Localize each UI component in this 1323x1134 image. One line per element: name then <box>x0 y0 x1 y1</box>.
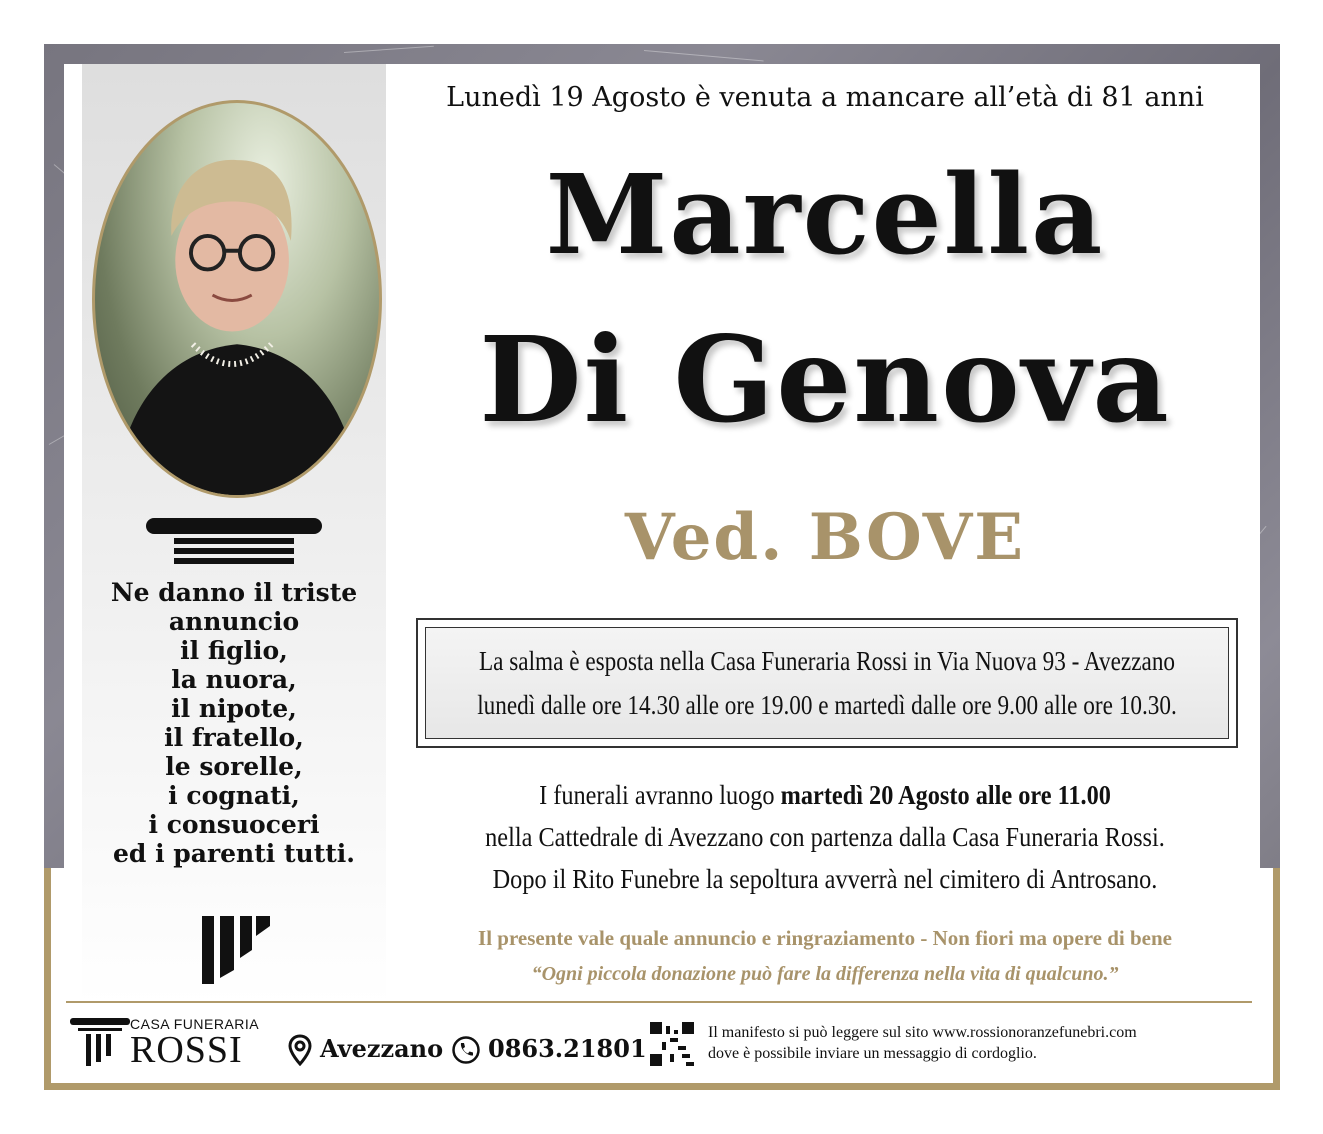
column-icon <box>146 518 322 570</box>
viewing-line-1: La salma è esposta nella Casa Funeraria Rossi in Via Nuova 93 - Avezzano <box>478 646 1176 676</box>
portrait-photo <box>92 100 382 498</box>
announcement-line: i consuoceri <box>148 810 320 839</box>
funeral-prefix: I funerali avranno luogo <box>539 780 781 810</box>
last-name: Di Genova <box>479 310 1171 449</box>
family-announcement <box>88 578 380 868</box>
footer-divider <box>66 1001 1252 1003</box>
viewing-info-box <box>416 618 1238 748</box>
announcement-line: il nipote, <box>171 694 297 723</box>
date-line: Lunedì 19 Agosto è venuta a mancare all’età di 81 anni <box>446 82 1204 113</box>
phone-number[interactable]: 0863.21801 <box>488 1034 647 1063</box>
first-name: Marcella <box>545 150 1105 279</box>
phone-icon <box>452 1036 480 1064</box>
funeral-line-1 <box>434 780 1217 811</box>
website-line-2: dove è possibile inviare un messaggio di cordoglio. <box>708 1045 1037 1062</box>
announcement-line: le sorelle, <box>165 752 303 781</box>
announcement-line: ed i parenti tutti. <box>113 839 355 868</box>
column-logo-icon <box>70 1018 130 1066</box>
announcement-line: la nuora, <box>171 665 297 694</box>
announcement-line: il figlio, <box>180 636 288 665</box>
funeral-datetime: martedì 20 Agosto alle ore 11.00 <box>780 780 1111 810</box>
married-name: Ved. BOVE <box>624 500 1026 575</box>
announcement-line: il fratello, <box>164 723 304 752</box>
city-label: Avezzano <box>320 1034 444 1063</box>
brand-small: CASA FUNERARIA <box>130 1016 260 1032</box>
funeral-line-3: Dopo il Rito Funebre la sepoltura avverrà nel cimitero di Antrosano. <box>492 864 1158 894</box>
website-line-1: Il manifesto si può leggere sul sito www.rossionoranzefunebri.com <box>708 1024 1137 1041</box>
rossi-logo-icon <box>200 912 272 984</box>
announcement-line: i cognati, <box>168 781 300 810</box>
qr-code-icon[interactable] <box>650 1022 694 1066</box>
announcement-line: Ne danno il triste <box>110 578 358 607</box>
viewing-line-2: lunedì dalle ore 14.30 alle ore 19.00 e martedì dalle ore 9.00 alle ore 10.30. <box>477 690 1177 720</box>
announcement-line: annuncio <box>168 607 300 636</box>
thanks-notice: Il presente vale quale annuncio e ringraziamento - Non fiori ma opere di bene <box>478 926 1172 950</box>
donation-quote: “Ogni piccola donazione può fare la differenza nella vita di qualcuno.” <box>531 963 1119 985</box>
funeral-line-2: nella Cattedrale di Avezzano con partenza dalla Casa Funeraria Rossi. <box>485 822 1165 852</box>
location-pin-icon <box>288 1034 312 1066</box>
brand-name: ROSSI <box>130 1029 243 1071</box>
